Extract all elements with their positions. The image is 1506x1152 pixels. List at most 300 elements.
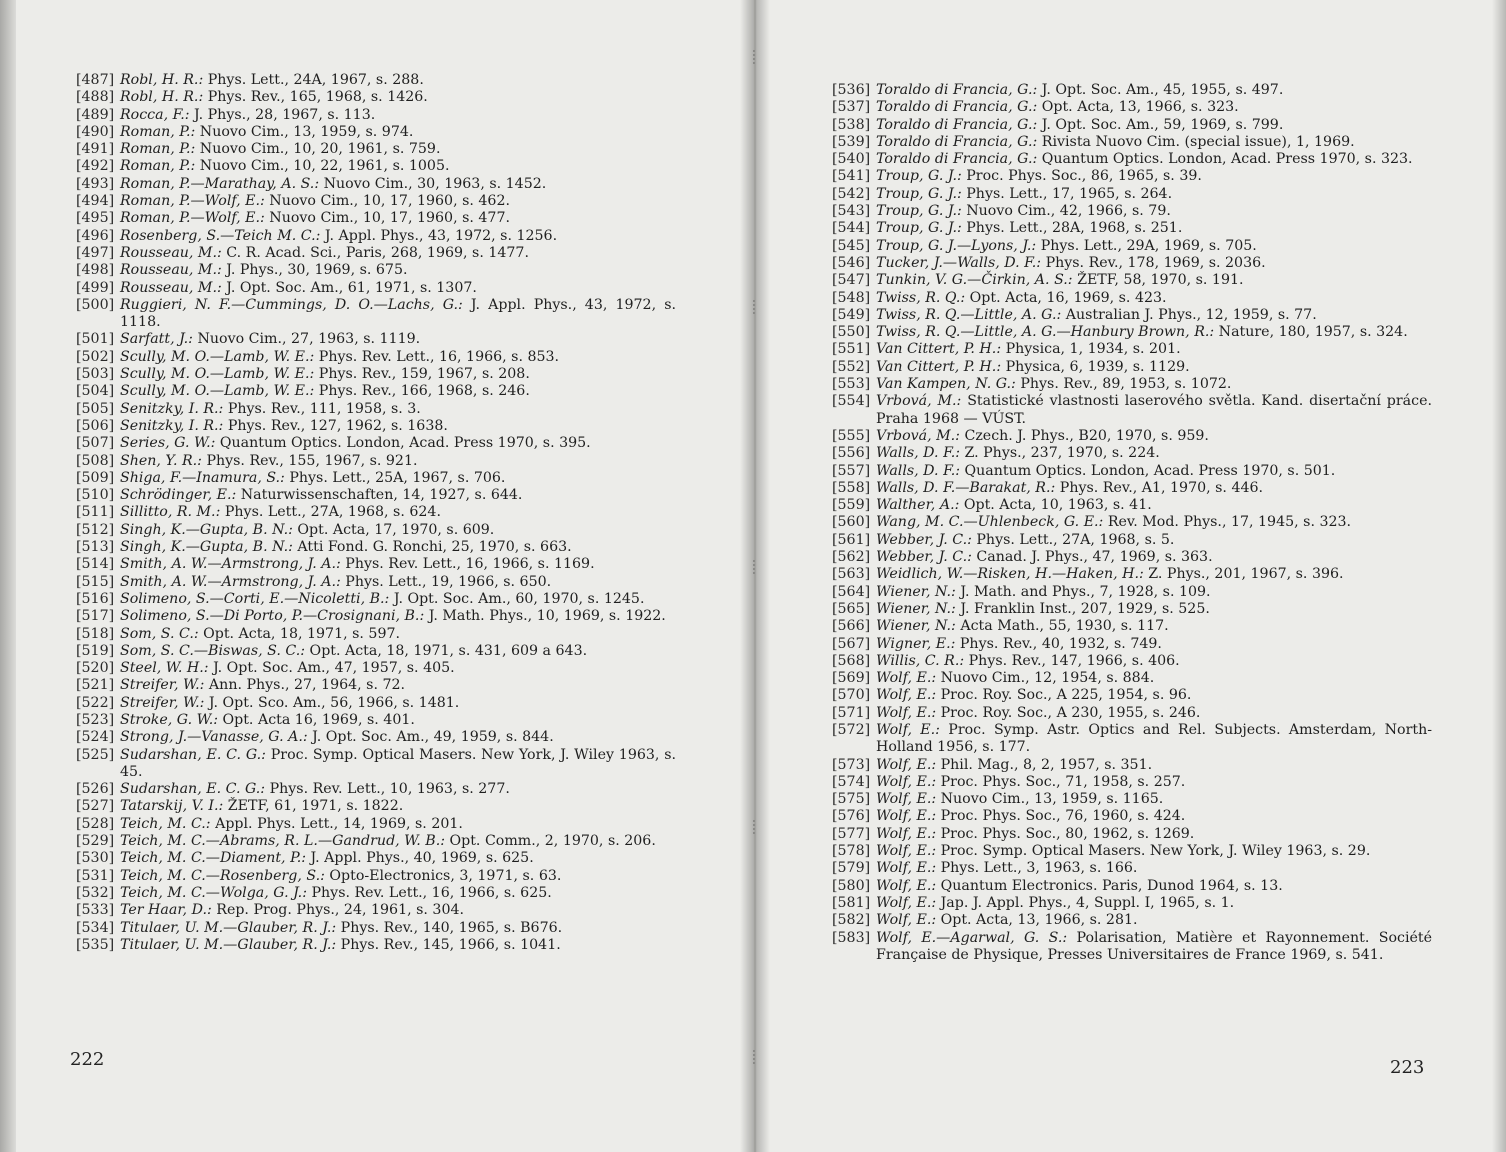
reference-author: Wolf, E.: [876,791,937,808]
reference-citation: Phys. Lett., 17, 1965, s. 264. [961,185,1173,202]
reference-text [876,636,1432,653]
reference-entry [832,774,1432,791]
reference-number: [575] [832,791,871,808]
reference-entry [76,435,676,452]
reference-text [120,89,676,106]
reference-text [876,514,1432,531]
reference-number: [524] [76,729,115,746]
reference-author: Van Kampen, N. G.: [876,376,1016,393]
reference-text [876,912,1432,929]
reference-number: [489] [76,106,115,123]
reference-entry [76,124,676,141]
reference-citation: Phys. Rev., 178, 1969, s. 2036. [1041,254,1266,271]
reference-number: [542] [832,185,871,202]
reference-entry [76,72,676,89]
reference-author: Tucker, J.—Walls, D. F.: [876,254,1042,271]
reference-number: [573] [832,756,871,773]
reference-number: [578] [832,843,871,860]
reference-text [120,297,676,332]
reference-text [120,210,676,227]
reference-citation: J. Opt. Soc. Am., 49, 1959, s. 844. [307,729,554,746]
reference-citation: Opt. Acta, 13, 1966, s. 281. [936,912,1138,929]
reference-number: [555] [832,427,871,444]
reference-entry [832,324,1432,341]
reference-citation: Phys. Rev., 159, 1967, s. 208. [314,366,530,383]
reference-citation: J. Opt. Soc. Am., 61, 1971, s. 1307. [221,279,477,296]
reference-author: Roman, P.: [120,123,196,140]
reference-text [876,428,1432,445]
reference-citation: J. Opt. Sco. Am., 56, 1966, s. 1481. [204,694,460,711]
reference-author: Shen, Y. R.: [120,452,202,469]
reference-citation: Proc. Phys. Soc., 76, 1960, s. 424. [936,808,1186,825]
reference-citation: Physica, 6, 1939, s. 1129. [1001,358,1190,375]
reference-list-left [76,72,676,954]
reference-text [876,687,1432,704]
reference-text [876,186,1432,203]
reference-entry [76,470,676,487]
reference-number: [502] [76,348,115,365]
reference-citation: Phys. Rev. Lett., 10, 1963, s. 277. [265,781,510,798]
reference-author: Scully, M. O.—Lamb, W. E.: [120,348,315,365]
reference-number: [501] [76,331,115,348]
page-edge-shadow [1492,0,1506,1152]
reference-citation: J. Appl. Phys., 40, 1969, s. 625. [306,850,534,867]
reference-citation: Appl. Phys. Lett., 14, 1969, s. 201. [210,815,463,832]
reference-citation: Proc. Phys. Soc., 71, 1958, s. 257. [936,773,1186,790]
reference-author: Singh, K.—Gupta, B. N.: [120,521,293,538]
reference-entry [76,729,676,746]
reference-author: Vrbová, M.: [876,427,960,444]
reference-text [876,324,1432,341]
reference-citation: Nature, 180, 1957, s. 324. [1214,324,1408,341]
reference-citation: Nuovo Cim., 13, 1959, s. 974. [195,123,414,140]
reference-entry [832,272,1432,289]
reference-number: [554] [832,393,871,410]
reference-number: [490] [76,123,115,140]
reference-author: Shiga, F.—Inamura, S.: [120,469,285,486]
reference-number: [503] [76,366,115,383]
reference-number: [544] [832,220,871,237]
reference-number: [541] [832,168,871,185]
reference-entry [832,376,1432,393]
reference-number: [563] [832,566,871,583]
binding-stitch [753,560,759,574]
reference-citation: Jap. J. Appl. Phys., 4, Suppl. I, 1965, s. 1. [936,894,1235,911]
reference-citation: J. Math. Phys., 10, 1969, s. 1922. [424,608,666,625]
reference-author: Wolf, E.: [876,687,937,704]
reference-citation: Phys. Lett., 27A, 1968, s. 5. [971,531,1175,548]
reference-citation: Proc. Symp. Astr. Optics and Rel. Subjects. Amsterdam, North-Holland 1956, s. 177. [876,721,1433,756]
reference-text [120,747,676,782]
reference-author: Troup, G. J.: [876,185,962,202]
reference-number: [525] [76,746,115,763]
reference-number: [581] [832,894,871,911]
reference-number: [562] [832,549,871,566]
reference-author: Teich, M. C.: [120,815,211,832]
reference-author: Roman, P.—Wolf, E.: [120,210,265,227]
reference-author: Twiss, R. Q.: [876,289,966,306]
reference-citation: Phys. Lett., 3, 1963, s. 166. [936,860,1138,877]
reference-author: Solimeno, S.—Di Porto, P.—Crosignani, B.: [120,608,425,625]
reference-number: [528] [76,815,115,832]
right-page [760,0,1506,1152]
reference-number: [517] [76,608,115,625]
reference-entry [832,878,1432,895]
reference-entry [832,99,1432,116]
reference-citation: J. Opt. Soc. Am., 59, 1969, s. 799. [1037,116,1284,133]
reference-text [876,618,1432,635]
reference-number: [512] [76,521,115,538]
reference-entry [76,539,676,556]
reference-author: Webber, J. C.: [876,531,972,548]
reference-text [876,601,1432,618]
reference-text [876,930,1432,965]
reference-text [876,774,1432,791]
reference-author: Van Cittert, P. H.: [876,341,1002,358]
reference-entry [76,574,676,591]
reference-text [876,134,1432,151]
reference-number: [545] [832,237,871,254]
reference-number: [498] [76,262,115,279]
reference-author: Teich, M. C.—Wolga, G. J.: [120,884,307,901]
reference-number: [569] [832,670,871,687]
reference-text [120,574,676,591]
reference-citation: Nuovo Cim., 30, 1963, s. 1452. [319,175,547,192]
reference-entry [832,757,1432,774]
binding-stitch [753,1050,759,1064]
reference-entry [832,307,1432,324]
reference-citation: Phys. Rev. Lett., 16, 1966, s. 853. [314,348,560,365]
reference-author: Van Cittert, P. H.: [876,358,1002,375]
reference-text [120,435,676,452]
reference-number: [570] [832,687,871,704]
reference-number: [534] [76,919,115,936]
reference-entry [76,781,676,798]
reference-number: [532] [76,884,115,901]
reference-entry [76,228,676,245]
reference-entry [76,833,676,850]
reference-text [876,722,1432,757]
reference-author: Titulaer, U. M.—Glauber, R. J.: [120,936,337,953]
reference-text [876,808,1432,825]
reference-citation: Phys. Rev., 166, 1968, s. 246. [314,383,530,400]
reference-number: [558] [832,479,871,496]
reference-author: Toraldo di Francia, G.: [876,99,1038,116]
reference-text [876,497,1432,514]
reference-author: Weidlich, W.—Risken, H.—Haken, H.: [876,566,1144,583]
reference-citation: J. Math. and Phys., 7, 1928, s. 109. [955,583,1211,600]
reference-author: Wolf, E.: [876,721,940,738]
reference-author: Wolf, E.: [876,843,937,860]
reference-text [120,850,676,867]
reference-citation: Opto-Electronics, 3, 1971, s. 63. [324,867,562,884]
reference-text [120,72,676,89]
reference-citation: Proc. Symp. Optical Masers. New York, J. Wiley 1963, s. 29. [936,843,1371,860]
reference-text [120,798,676,815]
reference-text [120,349,676,366]
reference-citation: Proc. Phys. Soc., 86, 1965, s. 39. [961,168,1202,185]
reference-text [120,124,676,141]
reference-number: [571] [832,704,871,721]
reference-number: [564] [832,583,871,600]
reference-author: Scully, M. O.—Lamb, W. E.: [120,383,315,400]
reference-entry [76,522,676,539]
reference-text [120,453,676,470]
reference-citation: Phys. Rev., 145, 1966, s. 1041. [336,936,561,953]
reference-author: Teich, M. C.—Diament, P.: [120,850,307,867]
reference-text [120,262,676,279]
reference-entry [832,618,1432,635]
reference-citation: Polarisation, Matière et Rayonnement. Société Française de Physique, Presses Universitaires de France 1969, s. 541. [876,929,1432,963]
reference-text [120,902,676,919]
page-number-left: 222 [70,1049,105,1070]
reference-text [120,781,676,798]
reference-entry [76,816,676,833]
reference-entry [76,158,676,175]
reference-entry [832,860,1432,877]
reference-citation: Statistické vlastnosti laserového světla. Kand. disertační práce. Praha 1968 — VÚST. [876,393,1432,427]
reference-citation: Phys. Rev., 127, 1962, s. 1638. [223,417,448,434]
reference-number: [577] [832,825,871,842]
reference-author: Wigner, E.: [876,635,956,652]
reference-citation: Opt. Acta, 17, 1970, s. 609. [292,521,495,538]
reference-number: [580] [832,877,871,894]
reference-author: Wolf, E.: [876,912,937,929]
reference-citation: Canad. J. Phys., 47, 1969, s. 363. [971,549,1213,566]
reference-entry [76,798,676,815]
reference-entry [832,549,1432,566]
reference-author: Schrödinger, E.: [120,487,237,504]
reference-number: [520] [76,660,115,677]
reference-author: Rocca, F.: [120,106,190,123]
reference-number: [547] [832,272,871,289]
reference-author: Twiss, R. Q.—Little, A. G.—Hanbury Brown, R.: [876,324,1215,341]
reference-number: [546] [832,254,871,271]
reference-text [120,141,676,158]
reference-number: [527] [76,798,115,815]
reference-entry [832,203,1432,220]
reference-text [120,487,676,504]
reference-citation: Nuovo Cim., 27, 1963, s. 1119. [192,331,421,348]
reference-text [876,791,1432,808]
reference-text [120,331,676,348]
reference-text [876,359,1432,376]
reference-text [120,193,676,210]
reference-text [120,539,676,556]
reference-text [876,238,1432,255]
reference-citation: Nuovo Cim., 12, 1954, s. 884. [936,670,1155,687]
reference-text [876,203,1432,220]
reference-entry [832,220,1432,237]
reference-author: Roman, P.: [120,158,196,175]
reference-number: [511] [76,504,115,521]
reference-author: Rousseau, M.: [120,262,222,279]
reference-author: Series, G. W.: [120,435,216,452]
reference-citation: Nuovo Cim., 10, 22, 1961, s. 1005. [195,158,450,175]
reference-author: Wolf, E.: [876,670,937,687]
reference-number: [513] [76,539,115,556]
reference-entry [832,117,1432,134]
reference-entry [76,712,676,729]
reference-citation: Phys. Rev., 147, 1966, s. 406. [964,652,1180,669]
reference-number: [583] [832,929,871,946]
reference-author: Roman, P.—Wolf, E.: [120,193,265,210]
reference-author: Wolf, E.: [876,808,937,825]
reference-citation: Phys. Lett., 25A, 1967, s. 706. [284,469,506,486]
reference-author: Senitzky, I. R.: [120,417,224,434]
reference-text [120,885,676,902]
reference-author: Rousseau, M.: [120,244,222,261]
reference-number: [582] [832,912,871,929]
reference-citation: ŽETF, 61, 1971, s. 1822. [223,798,404,815]
reference-author: Wolf, E.: [876,877,937,894]
reference-number: [560] [832,514,871,531]
reference-number: [523] [76,711,115,728]
reference-number: [530] [76,850,115,867]
reference-citation: Nuovo Cim., 10, 20, 1961, s. 759. [195,141,441,158]
reference-citation: Phys. Rev., 155, 1967, s. 921. [201,452,418,469]
reference-author: Wolf, E.—Agarwal, G. S.: [876,929,1068,946]
reference-author: Sudarshan, E. C. G.: [120,781,266,798]
reference-author: Som, S. C.—Biswas, S. C.: [120,642,306,659]
reference-entry [76,868,676,885]
reference-text [876,445,1432,462]
reference-text [876,272,1432,289]
reference-text [876,549,1432,566]
reference-text [876,860,1432,877]
reference-text [120,470,676,487]
reference-text [876,99,1432,116]
reference-text [120,522,676,539]
reference-entry [832,808,1432,825]
reference-author: Smith, A. W.—Armstrong, J. A.: [120,556,341,573]
reference-citation: J. Franklin Inst., 207, 1929, s. 525. [955,600,1210,617]
reference-text [120,920,676,937]
reference-number: [504] [76,383,115,400]
reference-number: [550] [832,324,871,341]
reference-entry [832,359,1432,376]
reference-entry [76,176,676,193]
reference-entry [76,297,676,332]
reference-text [120,401,676,418]
reference-text [120,176,676,193]
reference-text [120,366,676,383]
reference-citation: Quantum Optics. London, Acad. Press 1970, s. 501. [960,462,1336,479]
reference-list-right [832,82,1432,964]
reference-author: Scully, M. O.—Lamb, W. E.: [120,366,315,383]
reference-author: Teich, M. C.—Abrams, R. L.—Gandrud, W. B.: [120,833,445,850]
reference-citation: Z. Phys., 201, 1967, s. 396. [1143,566,1344,583]
reference-number: [561] [832,531,871,548]
reference-author: Wang, M. C.—Uhlenbeck, G. E.: [876,514,1104,531]
reference-entry [832,912,1432,929]
binding-stitch [753,50,759,64]
reference-entry [76,262,676,279]
reference-number: [540] [832,151,871,168]
reference-entry [832,826,1432,843]
reference-entry [832,791,1432,808]
reference-entry [76,677,676,694]
reference-text [120,937,676,954]
reference-text [120,626,676,643]
reference-entry [832,168,1432,185]
reference-citation: J. Phys., 28, 1967, s. 113. [189,106,376,123]
reference-citation: Z. Phys., 237, 1970, s. 224. [960,445,1160,462]
reference-number: [521] [76,677,115,694]
reference-author: Wiener, N.: [876,583,956,600]
reference-number: [519] [76,642,115,659]
reference-number: [537] [832,99,871,116]
reference-citation: Ann. Phys., 27, 1964, s. 72. [204,677,406,694]
reference-citation: Rivista Nuovo Cim. (special issue), 1, 1969. [1037,133,1355,150]
reference-author: Willis, C. R.: [876,652,965,669]
reference-citation: Rep. Prog. Phys., 24, 1961, s. 304. [211,902,465,919]
reference-author: Stroke, G. W.: [120,711,218,728]
reference-number: [556] [832,445,871,462]
reference-number: [508] [76,452,115,469]
reference-number: [531] [76,867,115,884]
reference-author: Troup, G. J.: [876,203,962,220]
reference-number: [496] [76,227,115,244]
reference-citation: Quantum Optics. London, Acad. Press 1970, s. 323. [1037,151,1413,168]
reference-entry [832,463,1432,480]
reference-text [120,833,676,850]
reference-number: [568] [832,652,871,669]
reference-number: [579] [832,860,871,877]
reference-entry [76,660,676,677]
reference-author: Robl, H. R.: [120,89,204,106]
reference-text [876,117,1432,134]
reference-citation: Phys. Rev., A1, 1970, s. 446. [1055,479,1264,496]
reference-entry [832,514,1432,531]
reference-entry [832,930,1432,965]
reference-text [120,660,676,677]
reference-author: Walls, D. F.: [876,462,960,479]
reference-entry [76,366,676,383]
reference-author: Walls, D. F.: [876,445,960,462]
reference-entry [76,89,676,106]
reference-entry [76,107,676,124]
reference-citation: J. Opt. Soc. Am., 45, 1955, s. 497. [1037,82,1284,98]
reference-entry [76,643,676,660]
reference-citation: Phys. Lett., 29A, 1969, s. 705. [1036,237,1257,254]
reference-text [120,868,676,885]
reference-entry [76,383,676,400]
reference-number: [505] [76,400,115,417]
reference-citation: Proc. Symp. Optical Masers. New York, J. Wiley 1963, s. 45. [120,746,677,780]
reference-citation: J. Opt. Soc. Am., 47, 1957, s. 405. [208,660,455,677]
reference-number: [495] [76,210,115,227]
reference-number: [497] [76,244,115,261]
reference-entry [76,504,676,521]
reference-citation: Phys. Rev., 111, 1958, s. 3. [223,400,421,417]
reference-author: Wolf, E.: [876,756,937,773]
reference-number: [526] [76,781,115,798]
reference-citation: Czech. J. Phys., B20, 1970, s. 959. [959,427,1209,444]
reference-entry [76,747,676,782]
reference-text [876,341,1432,358]
reference-entry [76,885,676,902]
reference-author: Rosenberg, S.—Teich M. C.: [120,227,321,244]
reference-entry [832,895,1432,912]
reference-text [876,290,1432,307]
reference-entry [832,151,1432,168]
reference-author: Sarfatt, J.: [120,331,193,348]
reference-number: [487] [76,72,115,88]
reference-citation: Proc. Roy. Soc., A 230, 1955, s. 246. [936,704,1201,721]
reference-text [120,280,676,297]
reference-entry [76,591,676,608]
